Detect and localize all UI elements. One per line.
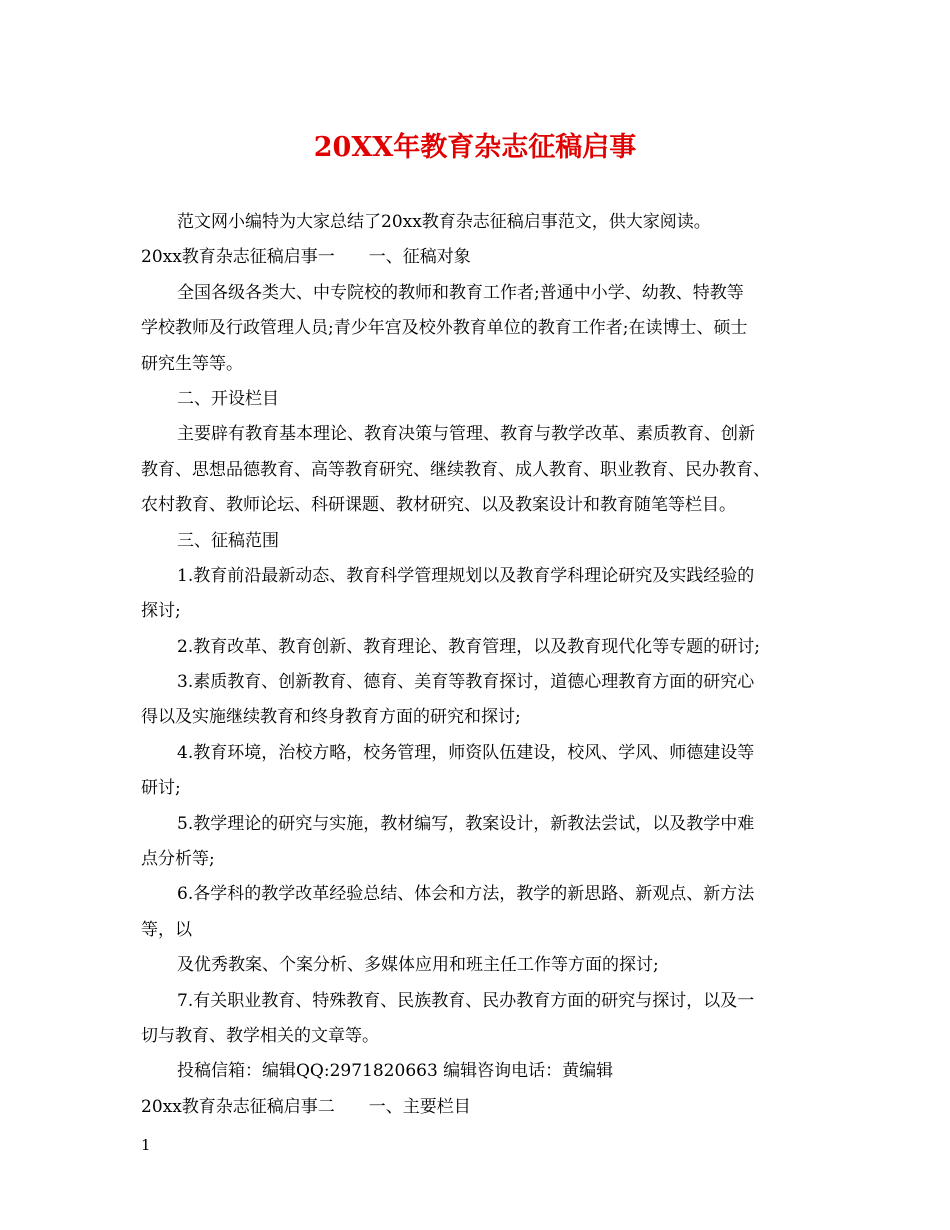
text-line: 4.教育环境，治校方略，校务管理，师资队伍建设，校风、学风、师德建设等 — [177, 742, 755, 763]
text-line: 5.教学理论的研究与实施，教材编写，教案设计，新教法尝试，以及教学中难 — [177, 813, 755, 834]
text-line: 研讨; — [141, 778, 181, 799]
text-line: 20xx教育杂志征稿启事二 一、主要栏目 — [141, 1096, 471, 1117]
text-line: 6.各学科的教学改革经验总结、体会和方法，教学的新思路、新观点、新方法 — [177, 884, 755, 905]
text-line: 2.教育改革、教育创新、教育理论、教育管理，以及教育现代化等专题的研讨; — [177, 636, 760, 657]
document-title: 20XX年教育杂志征稿启事 — [313, 132, 637, 163]
page-number: 1 — [141, 1136, 151, 1154]
text-line: 主要辟有教育基本理论、教育决策与管理、教育与教学改革、素质教育、创新 — [177, 424, 755, 445]
text-line: 研究生等等。 — [141, 353, 243, 374]
text-line: 1.教育前沿最新动态、教育科学管理规划以及教育学科理论研究及实践经验的 — [177, 565, 755, 586]
text-line: 学校教师及行政管理人员;青少年宫及校外教育单位的教育工作者;在读博士、硕士 — [141, 318, 748, 339]
text-line: 投稿信箱：编辑QQ:2971820663 编辑咨询电话：黄编辑 — [177, 1061, 614, 1082]
text-line: 全国各级各类大、中专院校的教师和教育工作者;普通中小学、幼教、特教等 — [177, 282, 744, 303]
text-line: 3.素质教育、创新教育、德育、美育等教育探讨，道德心理教育方面的研究心 — [177, 672, 755, 693]
text-line: 20xx教育杂志征稿启事一 一、征稿对象 — [141, 247, 471, 268]
text-line: 教育、思想品德教育、高等教育研究、继续教育、成人教育、职业教育、民办教育、 — [141, 459, 770, 480]
text-line: 范文网小编特为大家总结了20xx教育杂志征稿启事范文，供大家阅读。 — [177, 212, 711, 232]
text-line: 三、征稿范围 — [177, 530, 279, 551]
text-line: 二、开设栏目 — [177, 388, 279, 409]
text-line: 农村教育、教师论坛、科研课题、教材研究、以及教案设计和教育随笔等栏目。 — [141, 495, 736, 516]
text-line: 切与教育、教学相关的文章等。 — [141, 1025, 379, 1046]
text-line: 探讨; — [141, 601, 181, 622]
text-line: 得以及实施继续教育和终身教育方面的研究和探讨; — [141, 707, 521, 728]
text-line: 等，以 — [141, 919, 192, 940]
text-line: 及优秀教案、个案分析、多媒体应用和班主任工作等方面的探讨; — [177, 955, 659, 976]
text-line: 7.有关职业教育、特殊教育、民族教育、民办教育方面的研究与探讨，以及一 — [177, 990, 755, 1011]
document-body — [141, 205, 831, 1125]
text-line: 点分析等; — [141, 849, 215, 870]
